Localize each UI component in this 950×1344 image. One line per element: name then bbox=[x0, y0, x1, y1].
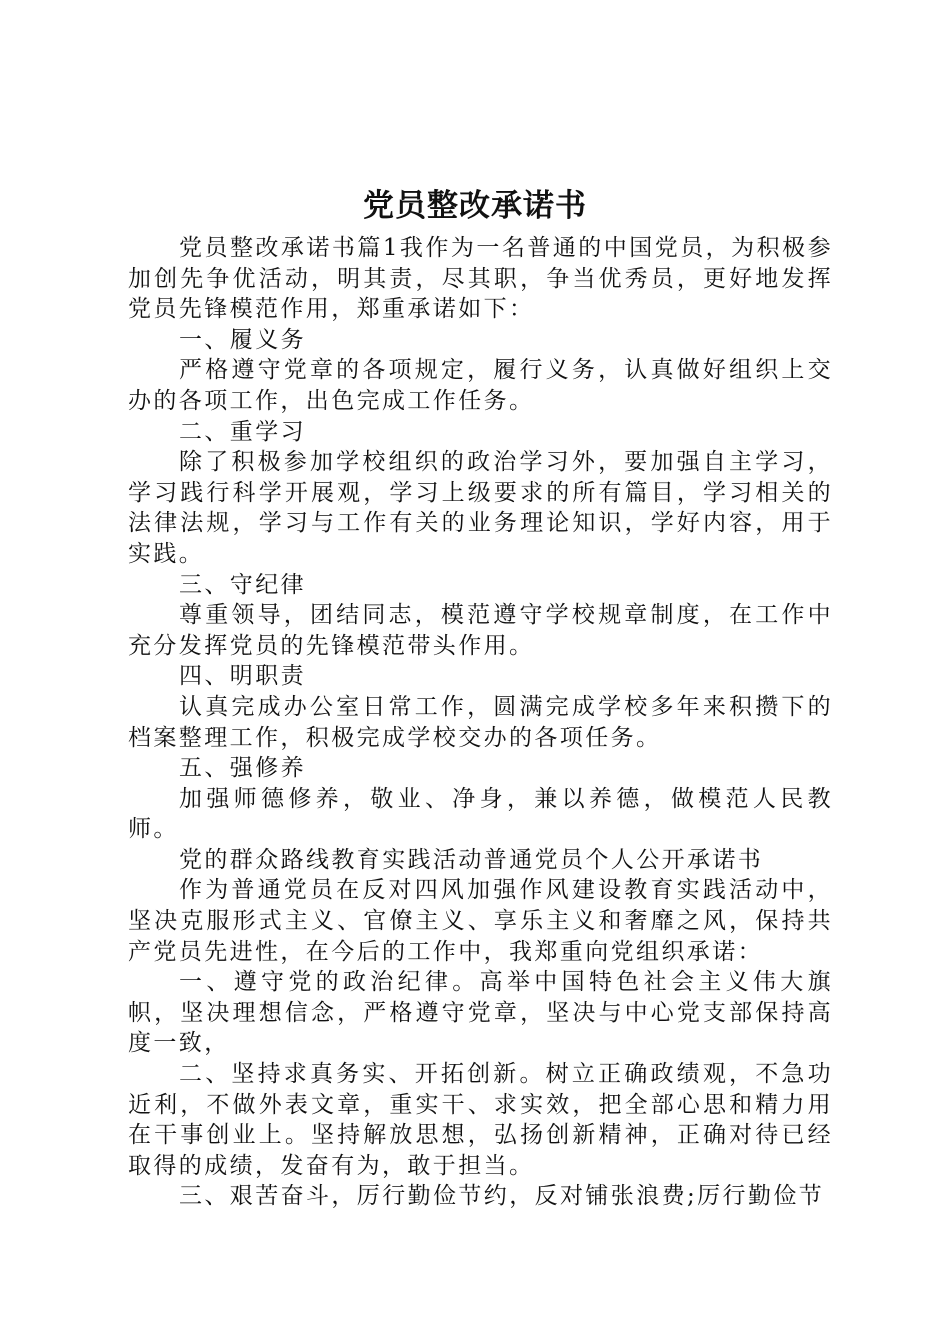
paragraph: 严格遵守党章的各项规定，履行义务，认真做好组织上交办的各项工作，出色完成工作任务。 bbox=[128, 357, 833, 414]
paragraph: 一、遵守党的政治纪律。高举中国特色社会主义伟大旗帜，坚决理想信念，严格遵守党章，坚决与中心党支部保持高度一致， bbox=[128, 969, 833, 1057]
document-title: 党员整改承诺书 bbox=[363, 188, 587, 224]
section-heading: 三、守纪律 bbox=[179, 571, 306, 598]
section-heading: 二、重学习 bbox=[179, 418, 306, 445]
section-heading: 一、履义务 bbox=[179, 326, 306, 353]
section-heading: 五、强修养 bbox=[179, 755, 306, 782]
paragraph: 认真完成办公室日常工作，圆满完成学校多年来积攒下的档案整理工作，积极完成学校交办的各项任务。 bbox=[128, 693, 833, 751]
paragraph: 除了积极参加学校组织的政治学习外，要加强自主学习，学习践行科学开展观，学习上级要求的所有篇目，学习相关的法律法规，学习与工作有关的业务理论知识，学好内容，用于实践。 bbox=[128, 449, 833, 567]
subsection-title: 党的群众路线教育实践活动普通党员个人公开承诺书 bbox=[179, 846, 764, 873]
paragraph: 三、艰苦奋斗，厉行勤俭节约，反对铺张浪费;厉行勤俭节 bbox=[179, 1183, 825, 1210]
section-heading: 四、明职责 bbox=[179, 663, 306, 690]
paragraph: 尊重领导，团结同志，模范遵守学校规章制度，在工作中充分发挥党员的先锋模范带头作用。 bbox=[128, 602, 833, 659]
document-body bbox=[128, 233, 833, 1212]
paragraph: 加强师德修养，敬业、净身，兼以养德，做模范人民教师。 bbox=[128, 785, 833, 843]
paragraph-intro: 党员整改承诺书篇1我作为一名普通的中国党员，为积极参加创先争优活动，明其责，尽其职，争当优秀员，更好地发挥党员先锋模范作用，郑重承诺如下： bbox=[128, 235, 833, 323]
paragraph: 作为普通党员在反对四风加强作风建设教育实践活动中，坚决克服形式主义、官僚主义、享乐主义和奢靡之风，保持共产党员先进性，在今后的工作中，我郑重向党组织承诺： bbox=[128, 877, 833, 965]
paragraph: 二、坚持求真务实、开拓创新。树立正确政绩观，不急功近利，不做外表文章，重实干、求实效，把全部心思和精力用在干事创业上。坚持解放思想，弘扬创新精神，正确对待已经取得的成绩，发奋有为，敢于担当。 bbox=[128, 1061, 833, 1179]
